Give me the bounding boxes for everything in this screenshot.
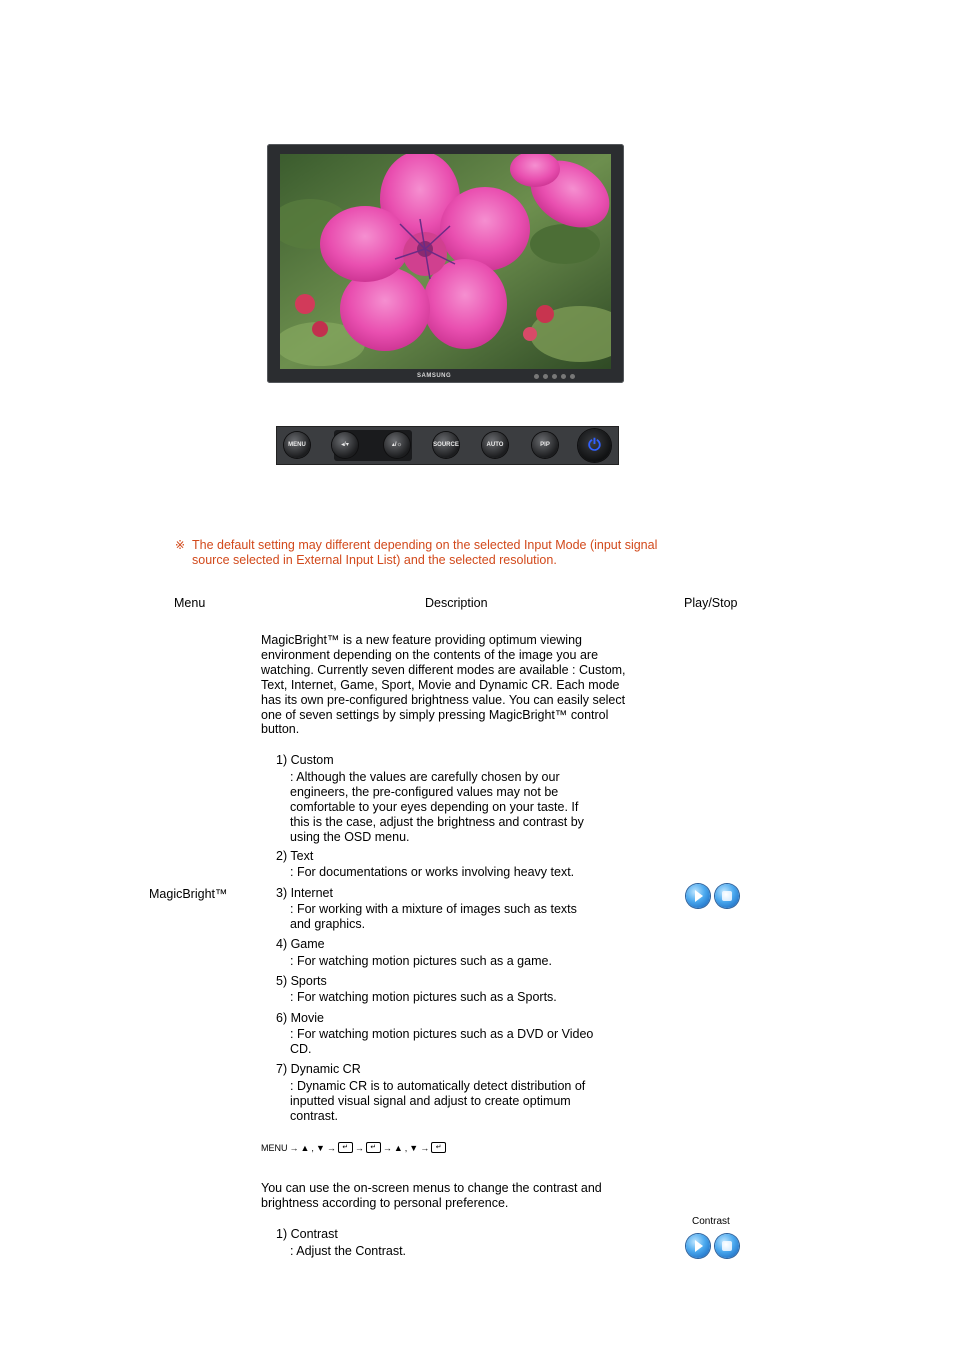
- seq-comma: ,: [311, 1142, 314, 1153]
- note-line-2: source selected in External Input List) and the selected resolution.: [192, 552, 557, 567]
- monitor-dot: [543, 374, 548, 379]
- play-icon: [695, 1240, 703, 1252]
- mode-title-text: 2) Text: [276, 849, 314, 863]
- seq-menu: MENU: [261, 1142, 288, 1153]
- magicbright-key-sequence: [261, 1142, 446, 1153]
- intro-line: environment depending on the contents of the image you are: [261, 647, 599, 662]
- monitor-dot: [534, 374, 539, 379]
- pip-button-icon: PIP: [532, 432, 558, 458]
- up-triangle-icon: ▲: [300, 1142, 310, 1153]
- down-triangle-icon: ▼: [315, 1142, 325, 1153]
- contrast-section-intro: [261, 1181, 651, 1211]
- arrow-right-icon: →: [289, 1142, 299, 1153]
- note-line-1: The default setting may different depending on the selected Input Mode (input signal: [192, 538, 658, 552]
- mode-desc-movie: [290, 1027, 620, 1057]
- mode-desc-sports: [290, 990, 620, 1005]
- intro-line: Text, Internet, Game, Sport, Movie and Dynamic CR. Each mode: [261, 677, 620, 692]
- monitor-screen-flower-image: [280, 154, 611, 369]
- down-triangle-icon: ▼: [409, 1142, 419, 1153]
- desc-line: engineers, the pre-configured values may not be: [290, 784, 559, 799]
- seq-comma: ,: [404, 1142, 408, 1153]
- desc-line: : For documentations or works involving heavy text.: [290, 865, 575, 879]
- arrow-right-icon: →: [420, 1142, 430, 1153]
- desc-line: and graphics.: [290, 916, 366, 931]
- magicbright-stop-button[interactable]: [715, 884, 739, 908]
- mode-desc-custom: [290, 770, 620, 845]
- auto-button-icon: AUTO: [482, 432, 508, 458]
- desc-line: using the OSD menu.: [290, 829, 410, 844]
- desc-line: : Dynamic CR is to automatically detect distribution of: [290, 1079, 586, 1093]
- arrow-right-icon: →: [354, 1142, 364, 1153]
- desc-line: CD.: [290, 1041, 312, 1056]
- mode-desc-text: [290, 865, 620, 880]
- header-menu: Menu: [174, 596, 206, 610]
- desc-line: : Although the values are carefully chosen by our: [290, 770, 560, 784]
- default-setting-note: [175, 538, 715, 567]
- desc-line: comfortable to your eyes depending on your taste. If: [290, 799, 579, 814]
- magicbright-intro: [261, 633, 651, 737]
- intro-line: MagicBright™ is a new feature providing optimum viewing: [261, 633, 582, 647]
- stop-icon: [722, 891, 732, 901]
- menu-button-icon: MENU: [284, 432, 310, 458]
- monitor-dot: [561, 374, 566, 379]
- mode-desc-game: [290, 954, 620, 969]
- mode-title-internet: 3) Internet: [276, 886, 333, 900]
- header-playstop: Play/Stop: [684, 596, 738, 610]
- header-description: Description: [425, 596, 488, 610]
- mode-desc-internet: [290, 902, 620, 932]
- menu-cell-magicbright: MagicBright™: [149, 887, 228, 901]
- intro-line: watching. Currently seven different modes are available : Custom,: [261, 662, 626, 677]
- magicbright-play-button[interactable]: [686, 884, 710, 908]
- desc-line: this is the case, adjust the brightness and contrast by: [290, 814, 584, 829]
- mode-title-dynamic-cr: 7) Dynamic CR: [276, 1062, 361, 1076]
- monitor-dot: [570, 374, 575, 379]
- arrow-right-icon: →: [382, 1142, 392, 1153]
- arrow-right-icon: →: [326, 1142, 336, 1153]
- setting-title-contrast: 1) Contrast: [276, 1227, 338, 1241]
- desc-line: : For watching motion pictures such as a DVD or Video: [290, 1027, 594, 1041]
- monitor-front-buttons: [534, 374, 575, 379]
- source-button-icon: SOURCE: [433, 432, 459, 458]
- desc-line: : For watching motion pictures such as a Sports.: [290, 990, 557, 1004]
- desc-line: : For watching motion pictures such as a game.: [290, 954, 552, 968]
- monitor-illustration: [267, 144, 624, 383]
- contrast-control-label: Contrast: [692, 1216, 730, 1227]
- intro-line: one of seven settings by simply pressing MagicBright™ control: [261, 707, 609, 722]
- mode-title-movie: 6) Movie: [276, 1011, 324, 1025]
- mode-title-game: 4) Game: [276, 937, 325, 951]
- intro-line: button.: [261, 722, 300, 737]
- note-mark-icon: ※: [175, 538, 186, 552]
- play-icon: [695, 890, 703, 902]
- intro-line: brightness according to personal preference.: [261, 1195, 509, 1210]
- desc-line: inputted visual signal and adjust to create optimum: [290, 1093, 571, 1108]
- monitor-button-panel: [276, 426, 619, 465]
- mode-desc-dynamic-cr: [290, 1079, 620, 1124]
- desc-line: contrast.: [290, 1108, 338, 1123]
- mode-title-custom: 1) Custom: [276, 753, 334, 767]
- enter-key-icon: ↵: [366, 1142, 381, 1153]
- setting-desc-contrast: [290, 1244, 620, 1259]
- power-button-icon: ⏻: [578, 429, 611, 462]
- desc-line: : Adjust the Contrast.: [290, 1244, 407, 1258]
- magicbright-down-button-icon: ◂/▾: [332, 432, 358, 458]
- enter-key-icon: ↵: [338, 1142, 353, 1153]
- enter-key-icon: ↵: [431, 1142, 446, 1153]
- contrast-play-button[interactable]: [686, 1234, 710, 1258]
- flower-picture: [280, 154, 611, 369]
- monitor-brand-logo: SAMSUNG: [417, 373, 452, 379]
- up-triangle-icon: ▲: [393, 1142, 403, 1153]
- intro-line: has its own pre-configured brightness value. You can easily select: [261, 692, 626, 707]
- intro-line: You can use the on-screen menus to change the contrast and: [261, 1181, 602, 1195]
- desc-line: : For working with a mixture of images such as texts: [290, 902, 577, 916]
- brightness-up-button-icon: ▴/☼: [384, 432, 410, 458]
- mode-title-sports: 5) Sports: [276, 974, 327, 988]
- contrast-stop-button[interactable]: [715, 1234, 739, 1258]
- monitor-dot: [552, 374, 557, 379]
- stop-icon: [722, 1241, 732, 1251]
